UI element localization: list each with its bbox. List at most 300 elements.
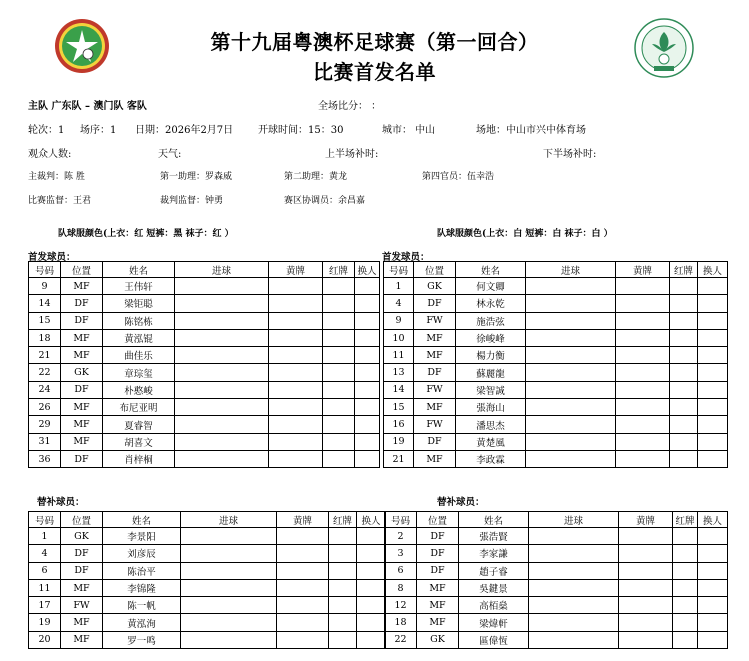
goals-cell <box>529 614 619 631</box>
substitution-cell <box>357 597 386 614</box>
player-row <box>29 579 386 596</box>
player-number: 1 <box>384 278 414 295</box>
player-name: 梁智誠 <box>456 381 526 398</box>
player-number: 19 <box>29 614 61 631</box>
substitution-cell <box>355 278 380 295</box>
goals-cell <box>526 295 616 312</box>
red-card-cell <box>670 329 698 346</box>
goals-cell <box>526 278 616 295</box>
player-position: GK <box>417 631 459 648</box>
player-position: MF <box>61 416 103 433</box>
column-header: 进球 <box>526 262 616 278</box>
player-name: 施浩弦 <box>456 312 526 329</box>
player-position: DF <box>414 364 456 381</box>
red-card-cell <box>323 364 355 381</box>
yellow-card-cell <box>616 399 670 416</box>
player-row <box>385 597 728 614</box>
player-position: DF <box>414 433 456 450</box>
yellow-card-cell <box>616 364 670 381</box>
yellow-card-cell <box>277 579 329 596</box>
player-name: 何文卿 <box>456 278 526 295</box>
player-name: 章琮玺 <box>103 364 175 381</box>
player-name: 朴憨峻 <box>103 381 175 398</box>
goals-cell <box>526 433 616 450</box>
red-card-cell <box>673 579 698 596</box>
player-row <box>29 278 380 295</box>
player-row <box>29 381 380 398</box>
player-number: 2 <box>385 528 417 545</box>
column-header: 黄牌 <box>616 262 670 278</box>
yellow-card-cell <box>619 631 673 648</box>
player-name: 黄楚風 <box>456 433 526 450</box>
first-half-added-time: 上半场补时: <box>325 149 379 160</box>
player-number: 15 <box>384 399 414 416</box>
red-card-cell <box>670 381 698 398</box>
substitution-cell <box>698 579 728 596</box>
yellow-card-cell <box>616 416 670 433</box>
player-row <box>385 545 728 562</box>
column-header: 换人 <box>698 512 728 528</box>
player-name: 胡喜文 <box>103 433 175 450</box>
goals-cell <box>181 631 277 648</box>
player-name: 蘇麗龍 <box>456 364 526 381</box>
yellow-card-cell <box>616 278 670 295</box>
player-number: 11 <box>384 347 414 364</box>
substitution-cell <box>698 614 728 631</box>
away-subs-table <box>384 511 728 649</box>
player-number: 26 <box>29 399 61 416</box>
player-row <box>29 631 386 648</box>
player-row <box>385 614 728 631</box>
home-subs-table <box>28 511 386 649</box>
player-name: 徐峻峰 <box>456 329 526 346</box>
player-name: 梁煒軒 <box>459 614 529 631</box>
yellow-card-cell <box>277 528 329 545</box>
attendance: 观众人数: <box>28 149 72 160</box>
red-card-cell <box>670 416 698 433</box>
home-starters-table <box>28 261 380 468</box>
column-header: 姓名 <box>456 262 526 278</box>
full-time-score: 全场比分： ： <box>318 101 382 112</box>
red-card-cell <box>673 528 698 545</box>
yellow-card-cell <box>277 614 329 631</box>
player-name: 李景阳 <box>103 528 181 545</box>
document-title: 第十九届粤澳杯足球赛（第一回合） <box>210 30 539 54</box>
player-row <box>29 295 380 312</box>
player-number: 4 <box>29 545 61 562</box>
red-card-cell <box>329 562 357 579</box>
home-starters-label: 首发球员： <box>28 252 76 263</box>
yellow-card-cell <box>277 597 329 614</box>
player-position: DF <box>61 562 103 579</box>
column-header: 红牌 <box>323 262 355 278</box>
player-name: 高栢燊 <box>459 597 529 614</box>
substitution-cell <box>357 545 386 562</box>
away-starters-table <box>383 261 728 468</box>
goals-cell <box>529 545 619 562</box>
player-position: MF <box>414 347 456 364</box>
substitution-cell <box>355 450 380 467</box>
red-card-cell <box>323 450 355 467</box>
player-name: 布尼亚明 <box>103 399 175 416</box>
column-header: 黄牌 <box>277 512 329 528</box>
red-card-cell <box>673 545 698 562</box>
player-row <box>29 347 380 364</box>
player-row <box>384 347 728 364</box>
red-card-cell <box>670 312 698 329</box>
substitution-cell <box>698 450 728 467</box>
column-header: 换人 <box>357 512 386 528</box>
player-position: GK <box>61 364 103 381</box>
goals-cell <box>181 579 277 596</box>
player-position: MF <box>61 579 103 596</box>
player-row <box>384 312 728 329</box>
player-number: 36 <box>29 450 61 467</box>
player-row <box>384 329 728 346</box>
player-name: 張海山 <box>456 399 526 416</box>
player-row <box>384 381 728 398</box>
player-name: 陈铭栋 <box>103 312 175 329</box>
kickoff-time: 开球时间：15：30 <box>258 125 344 136</box>
red-card-cell <box>329 614 357 631</box>
column-header: 姓名 <box>103 262 175 278</box>
red-card-cell <box>670 295 698 312</box>
goals-cell <box>181 597 277 614</box>
referee: 主裁判：陈 胜 <box>28 172 85 182</box>
red-card-cell <box>670 364 698 381</box>
substitution-cell <box>355 312 380 329</box>
player-position: MF <box>414 329 456 346</box>
player-row <box>384 364 728 381</box>
document-subtitle: 比赛首发名单 <box>313 60 436 84</box>
player-number: 21 <box>384 450 414 467</box>
red-card-cell <box>673 562 698 579</box>
match-date: 日期：2026年2月7日 <box>135 125 234 136</box>
player-number: 16 <box>384 416 414 433</box>
away-subs-label: 替补球员： <box>437 497 485 508</box>
player-number: 9 <box>29 278 61 295</box>
yellow-card-cell <box>616 295 670 312</box>
player-position: MF <box>61 614 103 631</box>
player-position: DF <box>417 545 459 562</box>
player-row <box>29 312 380 329</box>
away-starters-label: 首发球员： <box>382 252 430 263</box>
player-number: 20 <box>29 631 61 648</box>
yellow-card-cell <box>277 562 329 579</box>
player-position: MF <box>61 329 103 346</box>
away-kit-colors: 队球服颜色(上衣：白 短裤：白 袜子：白 ） <box>437 229 613 239</box>
player-name: 罗一鸣 <box>103 631 181 648</box>
goals-cell <box>529 579 619 596</box>
red-card-cell <box>323 433 355 450</box>
yellow-card-cell <box>269 416 323 433</box>
red-card-cell <box>329 579 357 596</box>
player-name: 張浩賢 <box>459 528 529 545</box>
player-position: DF <box>417 562 459 579</box>
column-header: 位置 <box>417 512 459 528</box>
player-name: 黄泓洵 <box>103 614 181 631</box>
player-name: 王伟轩 <box>103 278 175 295</box>
goals-cell <box>175 329 269 346</box>
player-number: 15 <box>29 312 61 329</box>
goals-cell <box>181 614 277 631</box>
player-number: 11 <box>29 579 61 596</box>
player-position: MF <box>417 597 459 614</box>
player-row <box>29 329 380 346</box>
yellow-card-cell <box>269 450 323 467</box>
player-name: 刘彦辰 <box>103 545 181 562</box>
column-header: 红牌 <box>673 512 698 528</box>
player-number: 6 <box>29 562 61 579</box>
player-position: DF <box>417 528 459 545</box>
red-card-cell <box>323 416 355 433</box>
player-row <box>384 416 728 433</box>
goals-cell <box>526 312 616 329</box>
yellow-card-cell <box>269 278 323 295</box>
player-row <box>385 579 728 596</box>
player-number: 29 <box>29 416 61 433</box>
player-row <box>29 433 380 450</box>
player-name: 黄泓锟 <box>103 329 175 346</box>
column-header: 号码 <box>29 512 61 528</box>
red-card-cell <box>670 399 698 416</box>
player-number: 17 <box>29 597 61 614</box>
player-position: FW <box>414 416 456 433</box>
player-number: 3 <box>385 545 417 562</box>
player-number: 9 <box>384 312 414 329</box>
red-card-cell <box>673 597 698 614</box>
column-header: 黄牌 <box>619 512 673 528</box>
table-header-row <box>385 512 728 528</box>
yellow-card-cell <box>269 329 323 346</box>
goals-cell <box>529 528 619 545</box>
player-row <box>29 450 380 467</box>
substitution-cell <box>357 528 386 545</box>
player-position: GK <box>61 528 103 545</box>
player-number: 21 <box>29 347 61 364</box>
player-position: MF <box>414 399 456 416</box>
column-header: 位置 <box>61 262 103 278</box>
player-position: GK <box>414 278 456 295</box>
column-header: 换人 <box>355 262 380 278</box>
substitution-cell <box>355 381 380 398</box>
substitution-cell <box>698 416 728 433</box>
player-row <box>29 364 380 381</box>
player-number: 10 <box>384 329 414 346</box>
yellow-card-cell <box>619 614 673 631</box>
goals-cell <box>175 295 269 312</box>
player-position: DF <box>61 312 103 329</box>
red-card-cell <box>670 433 698 450</box>
red-card-cell <box>323 381 355 398</box>
player-number: 31 <box>29 433 61 450</box>
player-row <box>29 614 386 631</box>
red-card-cell <box>670 278 698 295</box>
goals-cell <box>175 399 269 416</box>
player-position: DF <box>61 295 103 312</box>
substitution-cell <box>698 329 728 346</box>
column-header: 位置 <box>61 512 103 528</box>
goals-cell <box>526 450 616 467</box>
goals-cell <box>526 329 616 346</box>
goals-cell <box>175 381 269 398</box>
goals-cell <box>181 528 277 545</box>
player-name: 區偉恆 <box>459 631 529 648</box>
goals-cell <box>175 347 269 364</box>
column-header: 号码 <box>384 262 414 278</box>
column-header: 号码 <box>29 262 61 278</box>
player-position: MF <box>414 450 456 467</box>
yellow-card-cell <box>619 528 673 545</box>
player-row <box>385 528 728 545</box>
column-header: 号码 <box>385 512 417 528</box>
player-number: 14 <box>29 295 61 312</box>
substitution-cell <box>698 545 728 562</box>
goals-cell <box>175 416 269 433</box>
player-position: MF <box>417 614 459 631</box>
fourth-official: 第四官员：伍幸浩 <box>422 172 495 182</box>
yellow-card-cell <box>269 312 323 329</box>
player-position: FW <box>61 597 103 614</box>
goals-cell <box>175 450 269 467</box>
yellow-card-cell <box>619 579 673 596</box>
substitution-cell <box>698 399 728 416</box>
yellow-card-cell <box>619 597 673 614</box>
red-card-cell <box>323 329 355 346</box>
table-header-row <box>29 512 386 528</box>
second-half-added-time: 下半场补时: <box>543 149 597 160</box>
player-name: 林永乾 <box>456 295 526 312</box>
table-header-row <box>384 262 728 278</box>
table-header-row <box>29 262 380 278</box>
player-number: 1 <box>29 528 61 545</box>
player-number: 24 <box>29 381 61 398</box>
assistant-referee-2: 第二助理：黄龙 <box>284 172 348 182</box>
player-row <box>29 528 386 545</box>
red-card-cell <box>329 545 357 562</box>
player-position: MF <box>61 347 103 364</box>
substitution-cell <box>355 347 380 364</box>
goals-cell <box>526 416 616 433</box>
goals-cell <box>175 433 269 450</box>
yellow-card-cell <box>277 545 329 562</box>
player-row <box>384 399 728 416</box>
goals-cell <box>526 364 616 381</box>
player-position: DF <box>61 381 103 398</box>
red-card-cell <box>323 312 355 329</box>
red-card-cell <box>323 399 355 416</box>
venue-coordinator: 赛区协调员：余昌嘉 <box>284 196 366 206</box>
player-name: 曲佳乐 <box>103 347 175 364</box>
player-number: 6 <box>385 562 417 579</box>
column-header: 姓名 <box>103 512 181 528</box>
player-name: 李政霖 <box>456 450 526 467</box>
goals-cell <box>526 399 616 416</box>
goals-cell <box>181 562 277 579</box>
player-position: MF <box>61 399 103 416</box>
substitution-cell <box>357 562 386 579</box>
home-subs-label: 替补球员： <box>37 497 85 508</box>
substitution-cell <box>698 381 728 398</box>
venue: 场地：中山市兴中体育场 <box>476 125 586 136</box>
player-position: DF <box>414 295 456 312</box>
yellow-card-cell <box>616 347 670 364</box>
goals-cell <box>529 597 619 614</box>
goals-cell <box>526 347 616 364</box>
player-row <box>29 597 386 614</box>
red-card-cell <box>329 597 357 614</box>
yellow-card-cell <box>619 562 673 579</box>
player-row <box>29 562 386 579</box>
yellow-card-cell <box>269 295 323 312</box>
yellow-card-cell <box>269 399 323 416</box>
column-header: 姓名 <box>459 512 529 528</box>
player-name: 梁钜聪 <box>103 295 175 312</box>
player-position: MF <box>61 631 103 648</box>
yellow-card-cell <box>616 433 670 450</box>
player-row <box>29 399 380 416</box>
match-commissioner: 比赛监督：王君 <box>28 196 92 206</box>
player-name: 夏睿智 <box>103 416 175 433</box>
player-row <box>385 562 728 579</box>
yellow-card-cell <box>269 381 323 398</box>
column-header: 进球 <box>175 262 269 278</box>
goals-cell <box>175 312 269 329</box>
red-card-cell <box>673 614 698 631</box>
assistant-referee-1: 第一助理：罗森威 <box>160 172 233 182</box>
column-header: 位置 <box>414 262 456 278</box>
city: 城市： 中山 <box>382 125 436 136</box>
player-number: 4 <box>384 295 414 312</box>
substitution-cell <box>698 631 728 648</box>
player-name: 趙子睿 <box>459 562 529 579</box>
player-row <box>384 450 728 467</box>
red-card-cell <box>323 295 355 312</box>
goals-cell <box>181 545 277 562</box>
player-row <box>384 433 728 450</box>
player-row <box>29 416 380 433</box>
substitution-cell <box>698 278 728 295</box>
yellow-card-cell <box>277 631 329 648</box>
player-name: 楊力衡 <box>456 347 526 364</box>
yellow-card-cell <box>269 433 323 450</box>
column-header: 进球 <box>529 512 619 528</box>
substitution-cell <box>355 295 380 312</box>
column-header: 黄牌 <box>269 262 323 278</box>
red-card-cell <box>329 528 357 545</box>
substitution-cell <box>355 329 380 346</box>
red-card-cell <box>670 450 698 467</box>
goals-cell <box>529 631 619 648</box>
substitution-cell <box>698 433 728 450</box>
player-name: 陈一帆 <box>103 597 181 614</box>
yellow-card-cell <box>616 450 670 467</box>
red-card-cell <box>670 347 698 364</box>
home-kit-colors: 队球服颜色(上衣：红 短裤：黑 袜子：红 ） <box>58 229 234 239</box>
yellow-card-cell <box>616 381 670 398</box>
yellow-card-cell <box>616 312 670 329</box>
substitution-cell <box>357 631 386 648</box>
substitution-cell <box>357 579 386 596</box>
substitution-cell <box>698 528 728 545</box>
player-name: 肖梓桐 <box>103 450 175 467</box>
substitution-cell <box>698 597 728 614</box>
substitution-cell <box>698 364 728 381</box>
substitution-cell <box>355 364 380 381</box>
player-number: 14 <box>384 381 414 398</box>
player-number: 22 <box>385 631 417 648</box>
substitution-cell <box>698 347 728 364</box>
